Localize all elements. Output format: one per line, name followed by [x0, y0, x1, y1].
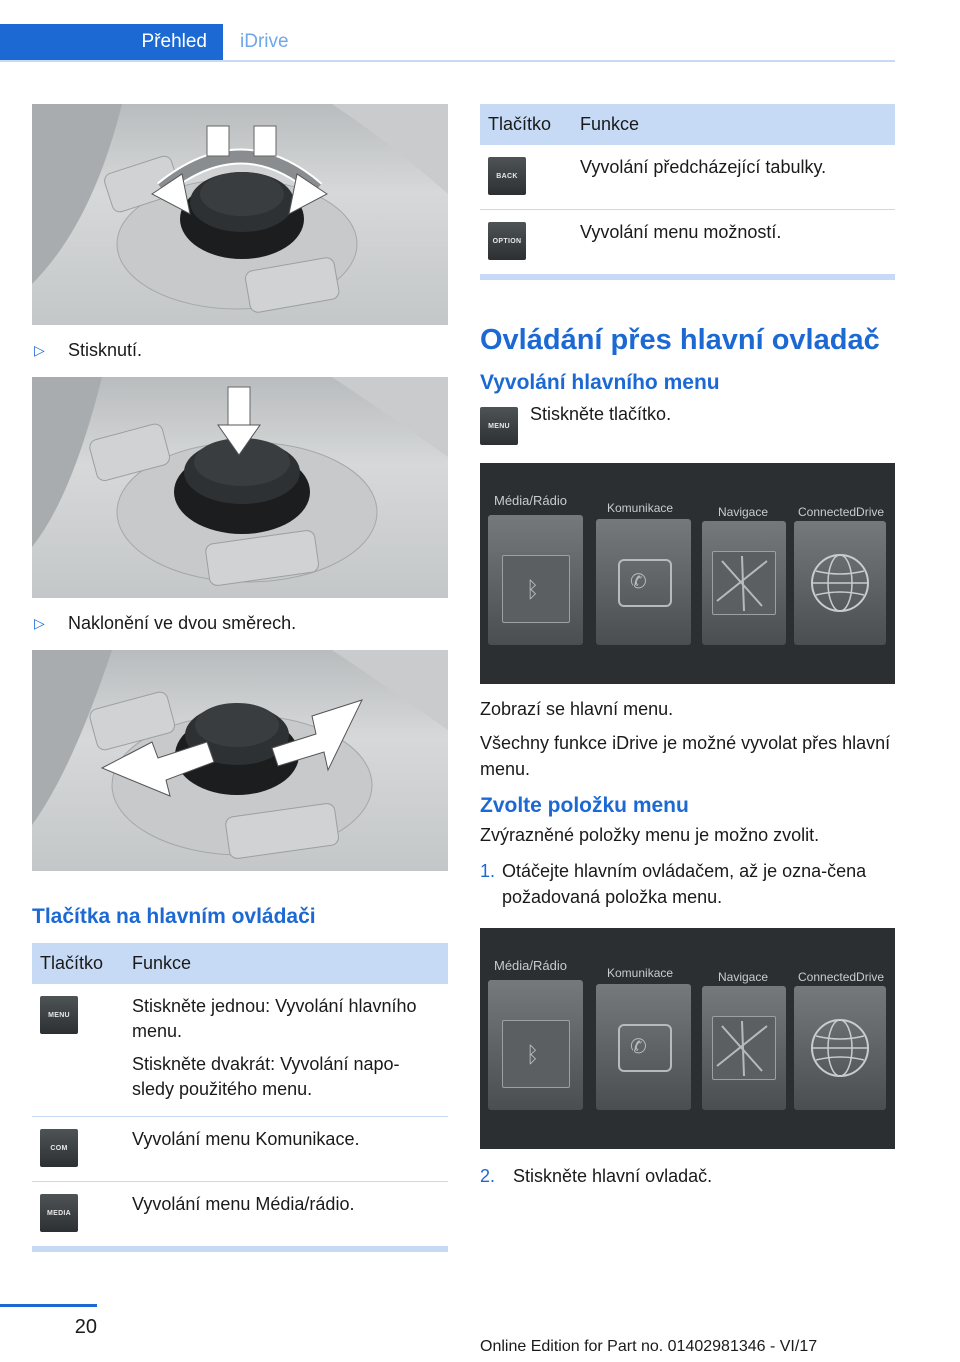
controller-buttons-table: [32, 943, 448, 1247]
col-header-function: Funkce: [124, 943, 448, 984]
footer-accent-line: [0, 1304, 97, 1307]
main-menu-shown-text: Zobrazí se hlavní menu.: [480, 699, 674, 719]
back-button-icon: BACK: [488, 157, 526, 195]
heading-select-menu-item: Zvolte položku menu: [480, 794, 689, 817]
communication-tile[interactable]: [596, 519, 691, 645]
col-header-button: Tlačítko: [480, 104, 572, 145]
press-button-text: Stiskněte tlačítko.: [530, 404, 672, 424]
communication-tile[interactable]: [596, 984, 691, 1110]
menu-button-icon: MENU: [40, 996, 78, 1034]
left-column: [32, 104, 448, 1252]
all-functions-text: Všechny funkce iDrive je možné vyvolat přes hlavní menu.: [480, 733, 891, 779]
triangle-bullet-icon: ▷: [34, 615, 45, 631]
globe-icon: [808, 1016, 872, 1080]
screen-label-navigation: Navigace: [718, 970, 769, 984]
media-tile[interactable]: [488, 515, 583, 645]
connecteddrive-tile[interactable]: [794, 521, 886, 645]
section-title-controller-buttons: Tlačítka na hlavním ovládači: [32, 905, 316, 928]
screen-label-communication: Komunikace: [607, 966, 674, 980]
function-text: Stiskněte jednou: Vyvolání hlavního menu.: [132, 996, 417, 1041]
step-text: Otáčejte hlavním ovládačem, až je ozna-čena požadovaná položka menu.: [502, 861, 867, 907]
additional-buttons-table: [480, 104, 895, 275]
map-icon: [712, 551, 774, 613]
step-item: [480, 858, 895, 910]
screen-label-navigation: Navigace: [718, 505, 769, 519]
main-menu-screen: [480, 463, 895, 684]
heading-call-main-menu: Vyvolání hlavního menu: [480, 371, 720, 394]
table-row: [480, 145, 895, 210]
connecteddrive-tile[interactable]: [794, 986, 886, 1110]
function-text: Stiskněte dvakrát: Vyvolání napo-sledy použitého menu.: [132, 1054, 400, 1099]
right-column: [480, 104, 895, 1189]
phone-icon: ✆: [630, 571, 647, 593]
globe-icon: [808, 551, 872, 615]
screen-label-connecteddrive: ConnectedDrive: [798, 505, 885, 519]
col-header-function: Funkce: [572, 104, 895, 145]
bluetooth-icon: ᛒ: [526, 577, 540, 602]
function-text: Vyvolání menu Komunikace.: [132, 1129, 360, 1149]
step-item: [480, 1163, 895, 1189]
menu-button-icon: MENU: [480, 407, 518, 445]
option-button-icon: OPTION: [488, 222, 526, 260]
header-divider: [0, 60, 895, 62]
step-number: 1.: [480, 861, 496, 881]
header-bar: [0, 24, 895, 62]
screen-label-media: Média/Rádio: [494, 958, 567, 973]
media-button-icon: MEDIA: [40, 1194, 78, 1232]
function-text: Vyvolání menu Média/rádio.: [132, 1194, 355, 1214]
function-text: Vyvolání menu možností.: [580, 222, 782, 242]
table-row: [480, 210, 895, 275]
map-icon: [712, 1016, 774, 1078]
page-number: 20: [74, 1316, 97, 1338]
navigation-tile[interactable]: [702, 986, 786, 1110]
step-text: Stiskněte hlavní ovladač.: [513, 1166, 713, 1186]
navigation-tile[interactable]: [702, 521, 786, 645]
main-menu-screen-select: [480, 928, 895, 1149]
triangle-bullet-icon: ▷: [34, 342, 45, 358]
step-number: 2.: [480, 1166, 496, 1186]
phone-icon: ✆: [630, 1036, 647, 1058]
bullet-tilt: [32, 610, 448, 636]
table-end-bar: [32, 1247, 448, 1252]
bullet-press-text: Stisknutí.: [68, 340, 143, 360]
screen-label-media: Média/Rádio: [494, 493, 567, 508]
table-row: [32, 1182, 448, 1247]
controller-tilt-photo: [32, 650, 448, 871]
screen-label-communication: Komunikace: [607, 501, 674, 515]
tab-prehled[interactable]: Přehled: [0, 24, 223, 60]
com-button-icon: COM: [40, 1129, 78, 1167]
table-row: [32, 1117, 448, 1182]
bluetooth-icon: ᛒ: [526, 1042, 540, 1067]
press-menu-instruction: [480, 401, 895, 445]
controller-press-photo: [32, 377, 448, 598]
col-header-button: Tlačítko: [32, 943, 124, 984]
screen-label-connecteddrive: ConnectedDrive: [798, 970, 885, 984]
bullet-tilt-text: Naklonění ve dvou směrech.: [68, 613, 297, 633]
heading-main-controller: Ovládání přes hlavní ovladač: [480, 324, 880, 356]
controller-turn-photo: [32, 104, 448, 325]
bullet-press: [32, 337, 448, 363]
edition-text: Online Edition for Part no. 01402981346 - VI/17: [480, 1338, 818, 1355]
media-tile[interactable]: [488, 980, 583, 1110]
function-text: Vyvolání předcházející tabulky.: [580, 157, 827, 177]
table-row: [32, 984, 448, 1117]
tab-idrive[interactable]: iDrive: [240, 31, 289, 52]
highlighted-items-text: Zvýrazněné položky menu je možno zvolit.: [480, 825, 820, 845]
